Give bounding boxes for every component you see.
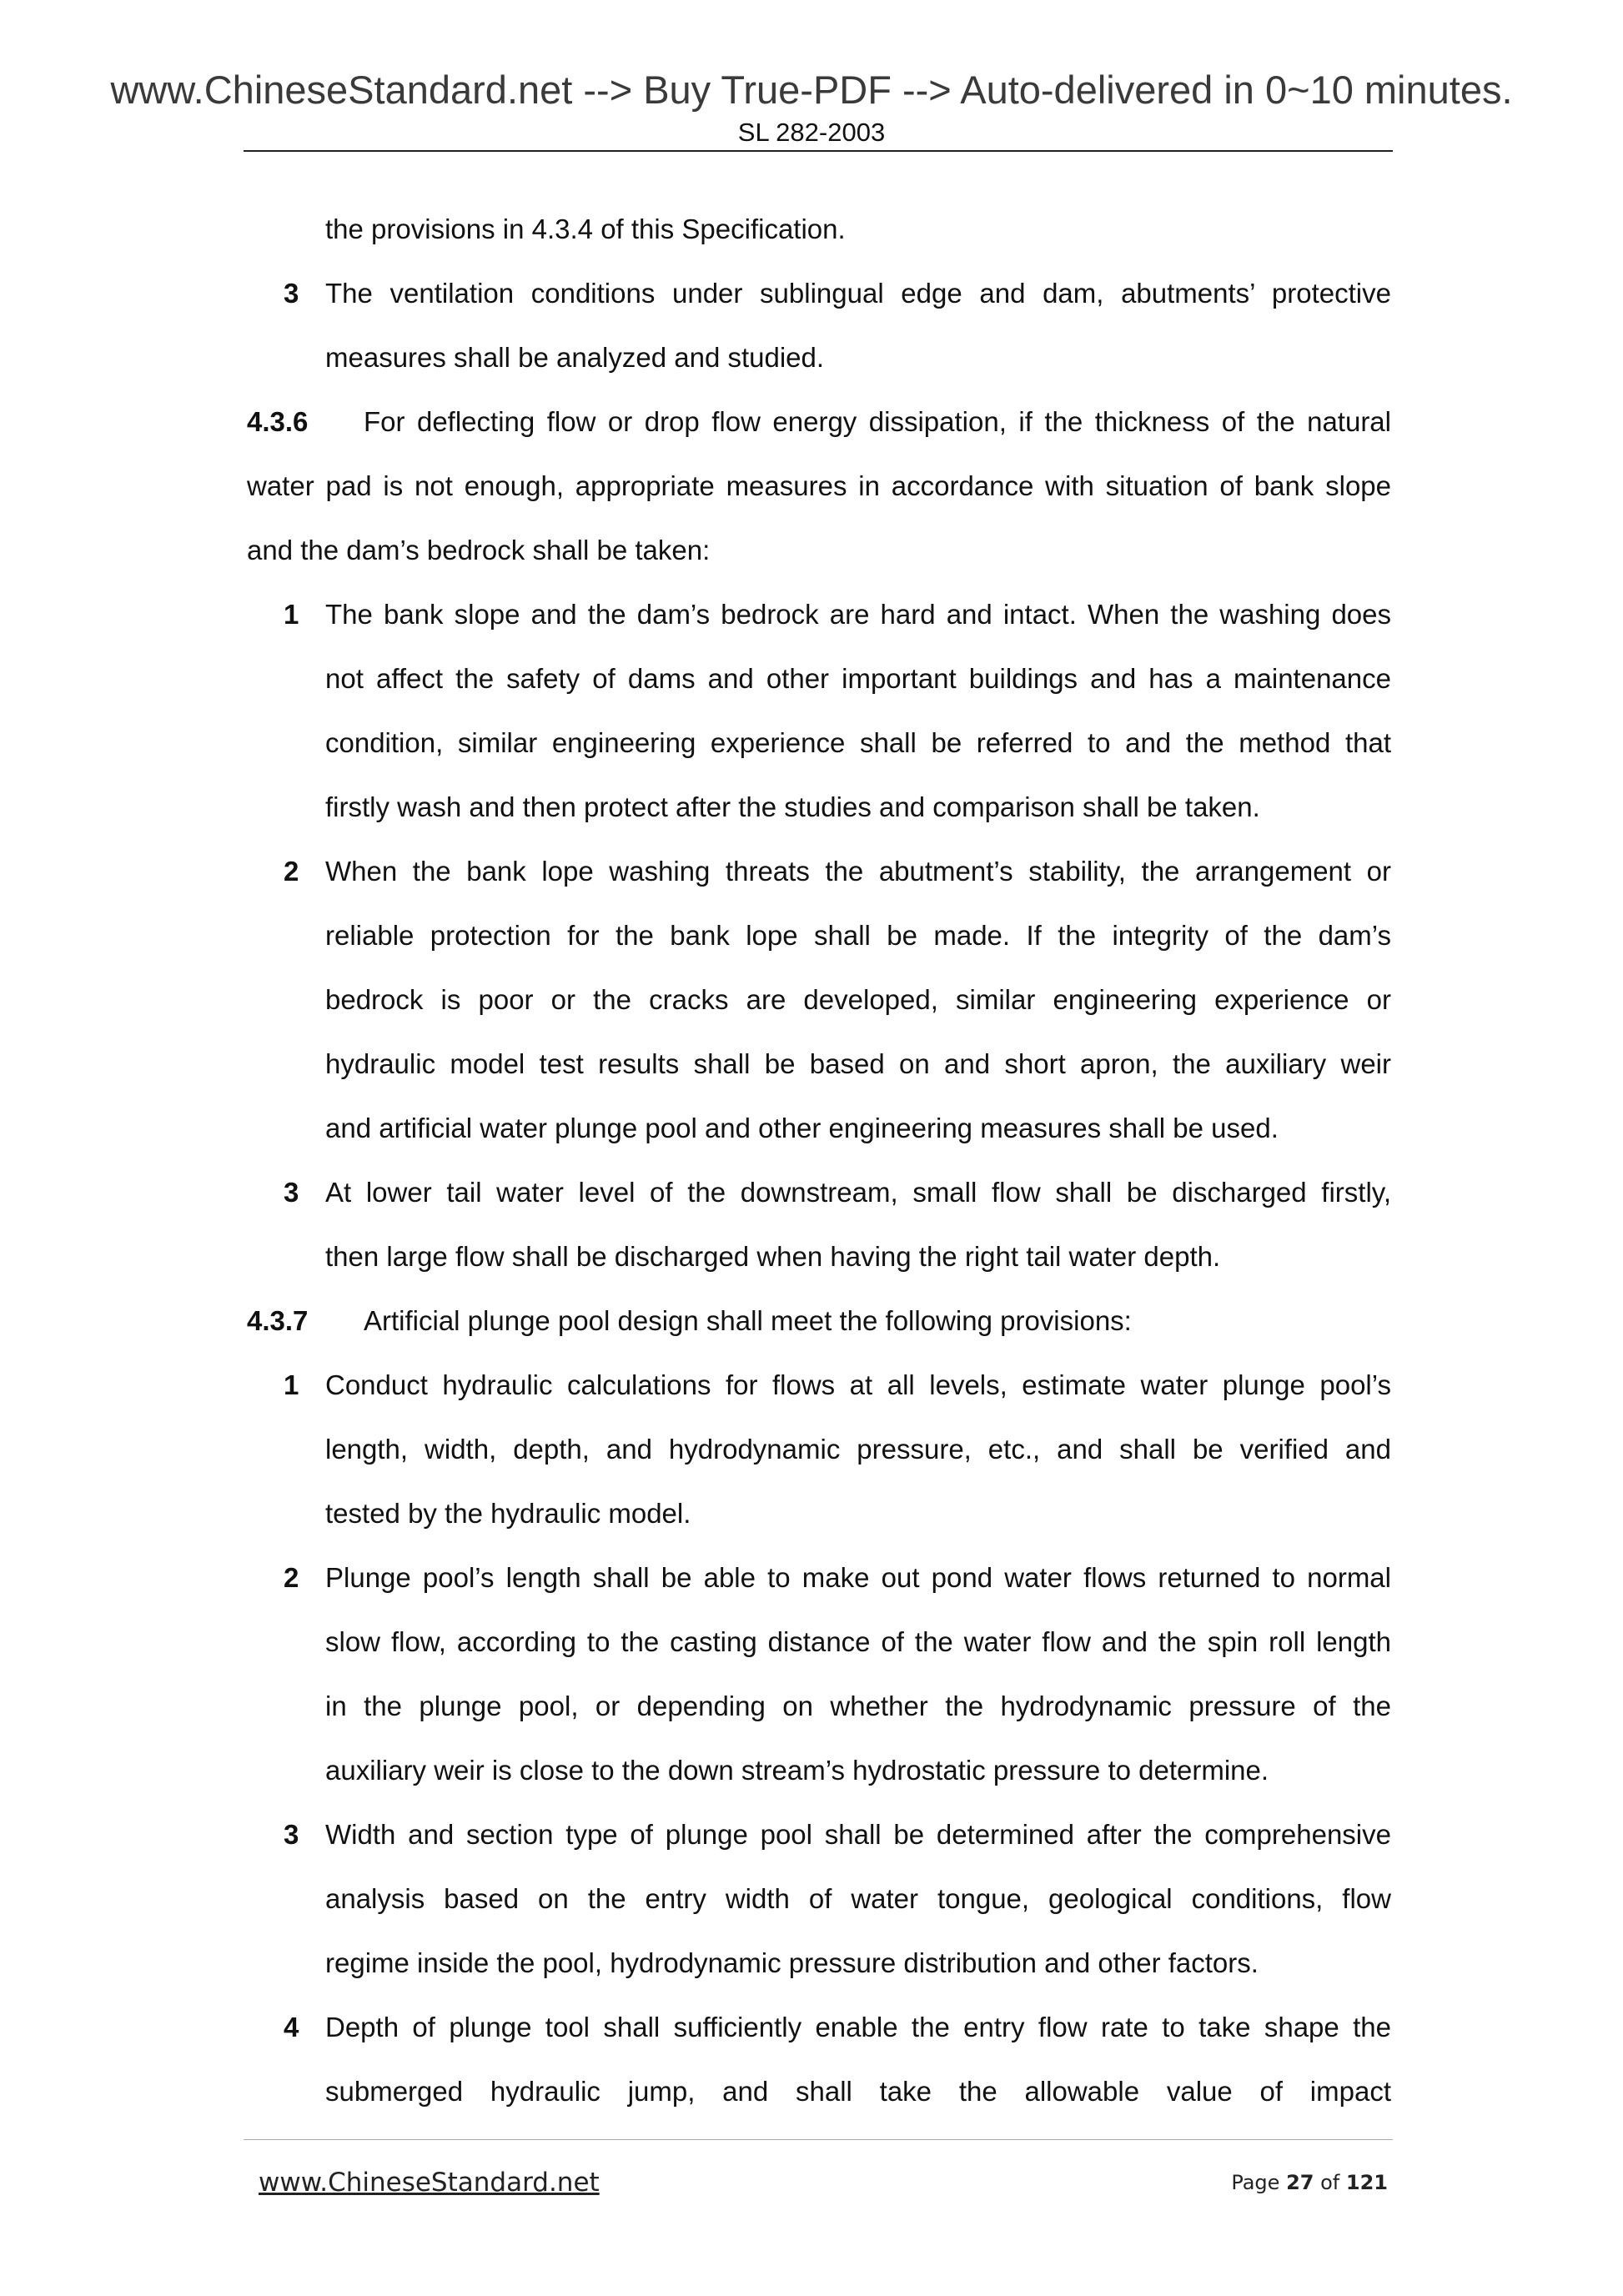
paragraph-line: tested by the hydraulic model. (325, 1498, 691, 1529)
page-of: of (1320, 2171, 1340, 2194)
paragraph-line: Depth of plunge tool shall sufficiently enable the entry flow rate to take shape the (325, 2012, 1391, 2042)
footer-website-link[interactable]: www.ChineseStandard.net (259, 2168, 600, 2198)
continuation-line: the provisions in 4.3.4 of this Specification. (325, 214, 846, 244)
header-banner[interactable]: www.ChineseStandard.net --> Buy True-PDF --> Auto-delivered in 0~10 minutes. (110, 68, 1513, 112)
paragraph-line: measures shall be analyzed and studied. (325, 342, 825, 373)
footer-rule (244, 2139, 1393, 2140)
clause-number: 4.3.7 (247, 1305, 309, 1336)
paragraph-line: When the bank lope washing threats the abutment’s stability, the arrangement or (325, 856, 1391, 887)
paragraph-line: submerged hydraulic jump, and shall take the allowable value of impact (325, 2076, 1391, 2107)
paragraph-line: At lower tail water level of the downstream, small flow shall be discharged firstly, (325, 1177, 1391, 1208)
standard-code: SL 282-2003 (737, 118, 886, 147)
item-number: 3 (284, 1177, 299, 1208)
paragraph-line: analysis based on the entry width of water tongue, geological conditions, flow (325, 1883, 1391, 1914)
paragraph-line: not affect the safety of dams and other important buildings and has a maintenance (325, 663, 1391, 694)
page-current: 27 (1286, 2171, 1314, 2194)
paragraph-line: hydraulic model test results shall be based on and short apron, the auxiliary weir (325, 1048, 1391, 1079)
paragraph-line: slow flow, according to the casting distance of the water flow and the spin roll length (325, 1626, 1391, 1657)
page-indicator (1231, 2169, 1388, 2196)
paragraph-line: Conduct hydraulic calculations for flows at all levels, estimate water plunge pool’s (325, 1369, 1391, 1400)
paragraph-line: firstly wash and then protect after the studies and comparison shall be taken. (325, 791, 1260, 822)
clause-number: 4.3.6 (247, 406, 309, 437)
paragraph-line: in the plunge pool, or depending on whether the hydrodynamic pressure of the (325, 1691, 1391, 1721)
item-number: 2 (284, 856, 299, 887)
item-number: 2 (284, 1562, 299, 1593)
paragraph-line: regime inside the pool, hydrodynamic pressure distribution and other factors. (325, 1947, 1259, 1978)
paragraph-line: length, width, depth, and hydrodynamic pressure, etc., and shall be verified and (325, 1434, 1391, 1465)
item-number: 4 (284, 2012, 299, 2042)
item-number: 3 (284, 1819, 299, 1850)
page-label: Page (1231, 2171, 1280, 2194)
header-rule (244, 150, 1393, 152)
paragraph-line: Width and section type of plunge pool shall be determined after the comprehensive (325, 1819, 1391, 1850)
paragraph-line: reliable protection for the bank lope shall be made. If the integrity of the dam’s (325, 920, 1391, 951)
paragraph-line: bedrock is poor or the cracks are developed, similar engineering experience or (325, 984, 1391, 1015)
item-number: 1 (284, 599, 299, 630)
paragraph-line: The ventilation conditions under sublingual edge and dam, abutments’ protective (325, 278, 1391, 309)
paragraph-line: The bank slope and the dam’s bedrock are hard and intact. When the washing does (325, 599, 1391, 630)
paragraph-line: and the dam’s bedrock shall be taken: (247, 535, 711, 565)
paragraph-line: Plunge pool’s length shall be able to make out pond water flows returned to normal (325, 1562, 1391, 1593)
paragraph-line: auxiliary weir is close to the down stream’s hydrostatic pressure to determine. (325, 1755, 1269, 1786)
paragraph-line: and artificial water plunge pool and other engineering measures shall be used. (325, 1113, 1279, 1143)
item-number: 1 (284, 1369, 299, 1400)
paragraph-line: condition, similar engineering experience shall be referred to and the method that (325, 727, 1391, 758)
paragraph-line: For deflecting flow or drop flow energy dissipation, if the thickness of the natural (364, 406, 1391, 437)
page-total: 121 (1345, 2171, 1388, 2194)
paragraph-line: water pad is not enough, appropriate measures in accordance with situation of bank slope (247, 470, 1391, 501)
paragraph-line: then large flow shall be discharged when having the right tail water depth. (325, 1241, 1221, 1272)
paragraph-line: Artificial plunge pool design shall meet the following provisions: (364, 1305, 1132, 1336)
item-number: 3 (284, 278, 299, 309)
